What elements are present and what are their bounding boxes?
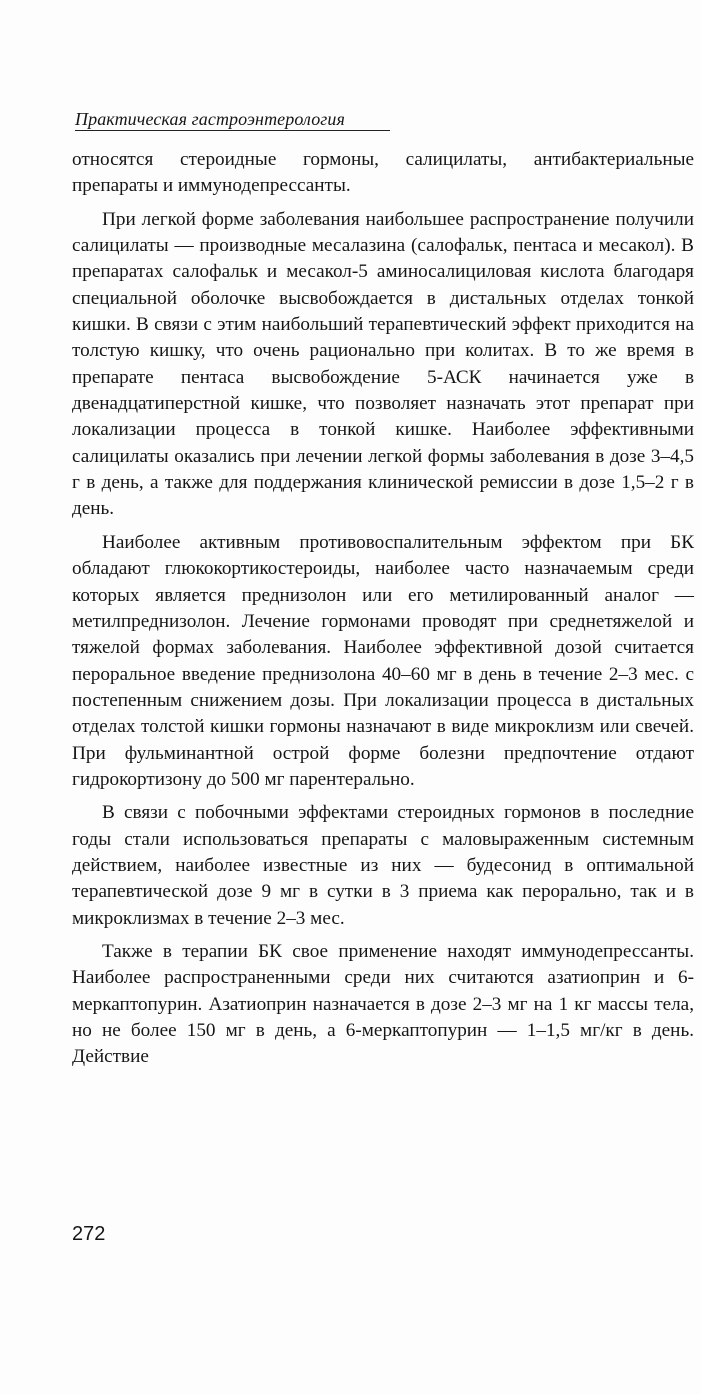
body-text <box>72 147 694 1078</box>
running-head: Практическая гастроэнтерология <box>75 109 345 129</box>
header-rule <box>75 130 390 131</box>
page-number: 272 <box>72 1223 106 1245</box>
paragraph-salicylates: При легкой форме заболевания наибольшее распространение получили салицилаты — производные месалазина (салофальк, пентаса и месакол). В препаратах салофальк и месакол-5 аминосалициловая кислота благодаря специальной оболочке высвобождается в дистальных отделах тонкой кишки. В связи с этим наибольший терапевтический эффект приходится на толстую кишку, что очень рационально при колитах. В то же время в препарате пентаса высвобождение 5-АСК начинается уже в двенадцатиперстной кишке, что позволяет назначать этот препарат при локализации процесса в тонкой кишке. Наиболее эффективными салицилаты оказались при лечении легкой формы заболевания в дозе 3–4,5 г в день, а также для поддержания клинической ремиссии в дозе 1,5–2 г в день. <box>72 208 694 520</box>
paragraph-immunosuppressants: Также в терапии БК свое применение находят иммунодепрессанты. Наиболее распространенными среди них считаются азатиоприн и 6-меркаптопурин. Азатиоприн назначается в дозе 2–3 мг на 1 кг массы тела, но не более 150 мг в день, а 6-меркаптопурин — 1–1,5 мг/кг в день. Действие <box>72 940 694 1068</box>
paragraph-budesonide: В связи с побочными эффектами стероидных гормонов в последние годы стали использоваться препараты с маловыраженным системным действием, наиболее известные из них — будесонид в оптимальной терапевтической дозе 9 мг в сутки в 3 приема как перорально, так и в микроклизмах в течение 2–3 мес. <box>72 802 694 929</box>
paragraph-continued: относятся стероидные гормоны, салицилаты, антибактериальные препараты и иммунодепрессанты. <box>72 149 694 197</box>
paragraph-corticosteroids: Наиболее активным противовоспалительным эффектом при БК обладают глюкокортикостероиды, наиболее часто назначаемым среди которых является преднизолон или его метилированный аналог — метилпреднизолон. Лечение гормонами проводят при среднетяжелой и тяжелой формах заболевания. Наиболее эффективной дозой считается пероральное введение преднизолона 40–60 мг в день в течение 2–3 мес. с постепенным снижением дозы. При локализации процесса в дистальных отделах толстой кишки гормоны назначают в виде микроклизм или свечей. При фульминантной острой форме болезни предпочтение отдают гидрокортизону до 500 мг парентерально. <box>72 531 694 790</box>
